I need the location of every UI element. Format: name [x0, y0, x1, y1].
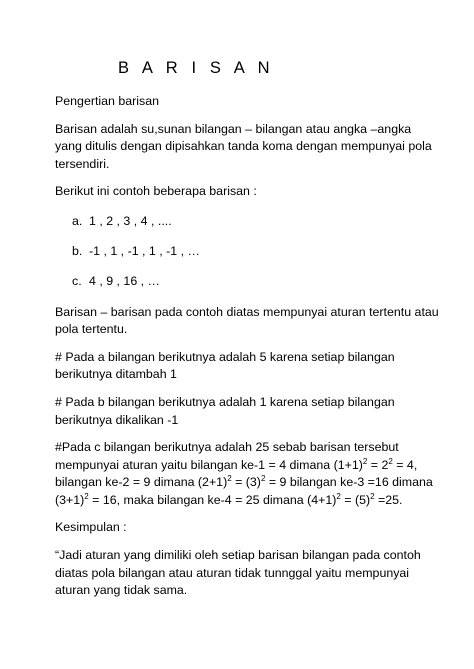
exponent: 2 [260, 474, 266, 484]
list-marker: c. [72, 274, 82, 289]
exponent: 2 [84, 491, 89, 501]
note-c-text: = 2 [367, 457, 389, 472]
list-item [55, 273, 440, 291]
note-c-text: #Pada c bilangan berikutnya adalah 25 sebab barisan tersebut mempunyai aturan yaitu bilangan ke-1 = 4 dimana (1+1) [55, 440, 399, 472]
exponent: 2 [227, 474, 232, 484]
exponent: 2 [388, 456, 393, 466]
examples-intro: Berikut ini contoh beberapa barisan : [55, 184, 257, 199]
note-c-text: = 9 bilangan ke-3 =16 dimana (3+1) [55, 475, 433, 507]
note-c-text: = (5) [340, 492, 371, 507]
exponent: 2 [370, 491, 375, 501]
list-item [55, 213, 440, 231]
note-c-paragraph [55, 439, 440, 509]
list-item-text: -1 , 1 , -1 , 1 , -1 , … [89, 244, 200, 259]
list-marker: a. [72, 213, 83, 228]
conclusion-heading: Kesimpulan : [55, 520, 127, 535]
note-c-text: = 16, maka bilangan ke-4 = 25 dimana (4+1) [88, 492, 337, 507]
section-heading: Pengertian barisan [55, 94, 160, 108]
examples-list [55, 213, 440, 291]
note-c-text: =25. [374, 492, 403, 507]
note-a-paragraph: # Pada a bilangan berikutnya adalah 5 karena setiap bilangan berikutnya ditambah 1 [55, 349, 395, 382]
list-item [55, 243, 440, 261]
document-title: B A R I S A N [118, 59, 275, 77]
list-marker: b. [72, 244, 83, 259]
note-c-text: = 4, bilangan ke-2 = 9 dimana (2+1) [55, 457, 418, 490]
document-body [55, 93, 440, 600]
conclusion-paragraph: “Jadi aturan yang dimiliki oleh setiap barisan bilangan pada contoh diatas pola bilangan atau aturan tidak tunnggal yaitu mempunyai aturan yang tidak sama. [55, 548, 421, 598]
definition-paragraph: Barisan adalah su,sunan bilangan – bilangan atau angka –angka yang ditulis dengan dipisahkan tanda koma dengan mempunyai pola tersendiri. [55, 121, 432, 171]
list-item-text: 4 , 9 , 16 , … [89, 274, 160, 289]
rules-paragraph: Barisan – barisan pada contoh diatas mempunyai aturan tertentu atau pola tertentu. [55, 304, 439, 337]
exponent: 2 [336, 491, 341, 501]
list-item-text: 1 , 2 , 3 , 4 , .... [89, 213, 172, 228]
note-c-text: = (3) [231, 475, 261, 490]
note-b-paragraph: # Pada b bilangan berikutnya adalah 1 karena setiap bilangan berikutnya dikalikan -1 [55, 394, 395, 427]
exponent: 2 [362, 456, 368, 466]
